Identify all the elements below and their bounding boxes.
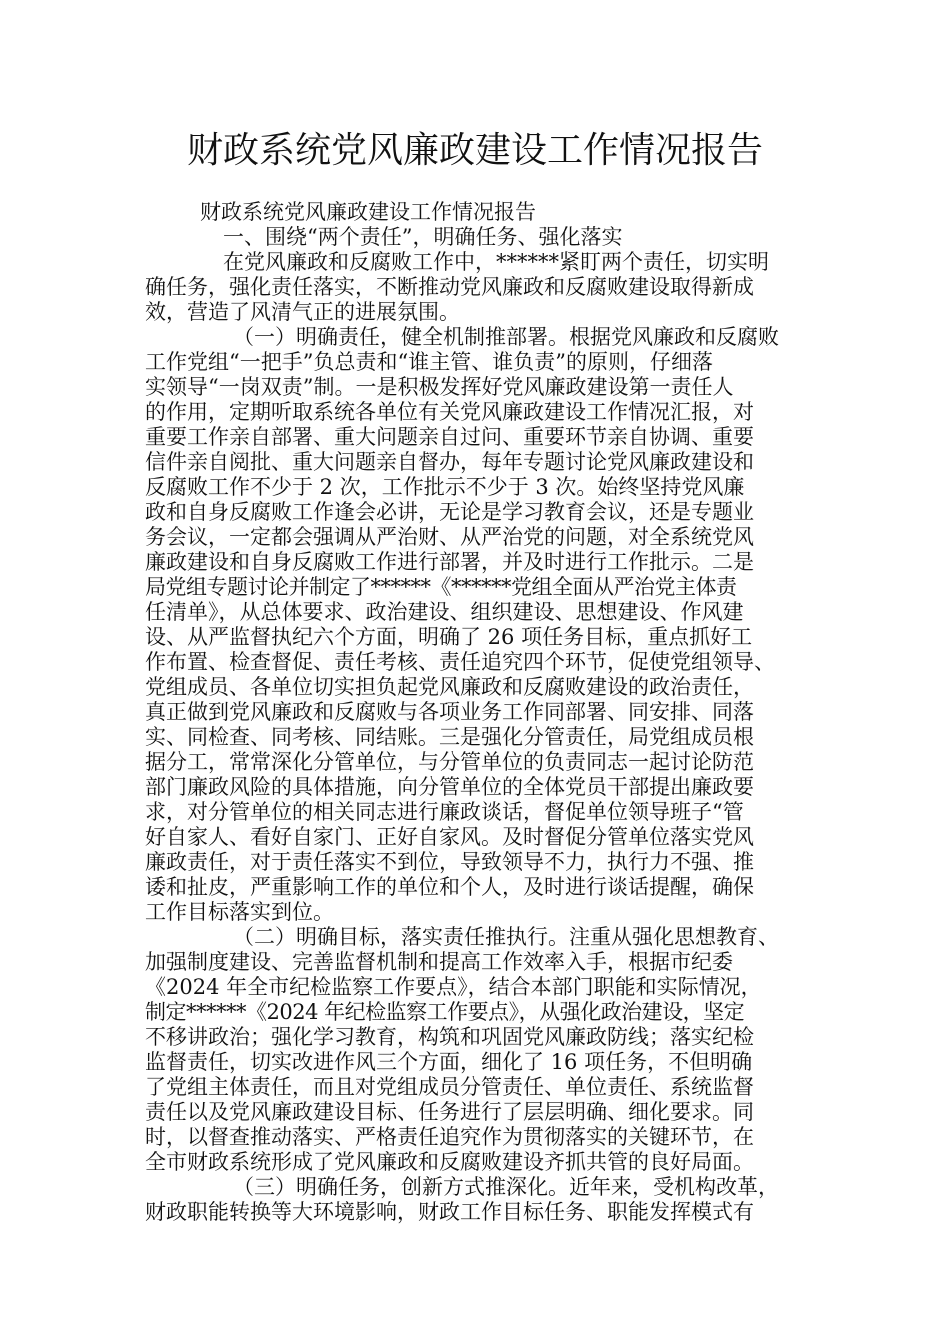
paragraph-line: 效，营造了风清气正的进展氛围。 <box>145 300 460 324</box>
paragraph-line: 廉政建设和自身反腐败工作进行部署，并及时进行工作批示。二是 <box>145 550 754 574</box>
paragraph-line: 诿和扯皮，严重影响工作的单位和个人，及时进行谈话提醒，确保 <box>145 875 754 899</box>
paragraph-line: 信件亲自阅批、重大问题亲自督办，每年专题讨论党风廉政建设和 <box>145 450 754 474</box>
paragraph-line: 廉政责任，对于责任落实不到位，导致领导不力，执行力不强、推 <box>145 850 754 874</box>
paragraph-line: 确任务，强化责任落实，不断推动党风廉政和反腐败建设取得新成 <box>145 275 754 299</box>
paragraph-line: 真正做到党风廉政和反腐败与各项业务工作同部署、同安排、同落 <box>145 700 754 724</box>
paragraph-line: 政和自身反腐败工作逢会必讲，无论是学习教育会议，还是专题业 <box>145 500 754 524</box>
paragraph-line: 不移讲政治；强化学习教育，构筑和巩固党风廉政防线；落实纪检 <box>145 1025 754 1049</box>
document-title: 财政系统党风廉政建设工作情况报告 <box>186 130 763 171</box>
paragraph-line: 了党组主体责任，而且对党组成员分管责任、单位责任、系统监督 <box>145 1075 754 1099</box>
paragraph-line: 制定******《2024 年纪检监察工作要点》，从强化政治建设，坚定 <box>145 1000 745 1024</box>
paragraph-line: 工作目标落实到位。 <box>145 900 334 924</box>
paragraph-line: 全市财政系统形成了党风廉政和反腐败建设齐抓共管的良好局面。 <box>145 1150 754 1174</box>
paragraph-line: 部门廉政风险的具体措施，向分管单位的全体党员干部提出廉政要 <box>145 775 754 799</box>
paragraph-line: 作布置、检查督促、责任考核、责任追究四个环节，促使党组领导、 <box>145 650 775 674</box>
paragraph-line: 任清单》，从总体要求、政治建设、组织建设、思想建设、作风建 <box>145 600 744 624</box>
document-body <box>145 200 825 1225</box>
paragraph-line: 局党组专题讨论并制定了******《******党组全面从严治党主体责 <box>145 575 737 599</box>
paragraph-line: 《2024 年全市纪检监察工作要点》，结合本部门职能和实际情况， <box>145 975 762 999</box>
paragraph-line: 责任以及党风廉政建设目标、任务进行了层层明确、细化要求。同 <box>145 1100 754 1124</box>
paragraph-line: 在党风廉政和反腐败工作中，******紧盯两个责任，切实明 <box>223 250 769 274</box>
paragraph-line: 财政职能转换等大环境影响，财政工作目标任务、职能发挥模式有 <box>145 1200 754 1224</box>
paragraph-line: 设、从严监督执纪六个方面，明确了 26 项任务目标，重点抓好工 <box>145 625 753 649</box>
paragraph-line: 工作党组“一把手”负总责和“谁主管、谁负责”的原则，仔细落 <box>145 350 713 374</box>
paragraph-line: 求，对分管单位的相关同志进行廉政谈话，督促单位领导班子“管 <box>145 800 744 824</box>
paragraph-line: 重要工作亲自部署、重大问题亲自过问、重要环节亲自协调、重要 <box>145 425 754 449</box>
paragraph-line: 好自家人、看好自家门、正好自家风。及时督促分管单位落实党风 <box>145 825 754 849</box>
subsection-heading-line: （三）明确任务，创新方式推深化。近年来，受机构改革， <box>233 1175 779 1199</box>
paragraph-line: 党组成员、各单位切实担负起党风廉政和反腐败建设的政治责任， <box>145 675 754 699</box>
subsection-heading-line: （二）明确目标，落实责任推执行。注重从强化思想教育、 <box>233 925 779 949</box>
section-heading: 一、围绕“两个责任”，明确任务、强化落实 <box>223 225 623 249</box>
paragraph-line: 的作用，定期听取系统各单位有关党风廉政建设工作情况汇报，对 <box>145 400 754 424</box>
paragraph-line: 监督责任，切实改进作风三个方面，细化了 16 项任务，不但明确 <box>145 1050 753 1074</box>
paragraph-line: 实、同检查、同考核、同结账。三是强化分管责任，局党组成员根 <box>145 725 754 749</box>
paragraph-line: 据分工，常常深化分管单位，与分管单位的负责同志一起讨论防范 <box>145 750 754 774</box>
paragraph-line: 务会议，一定都会强调从严治财、从严治党的问题，对全系统党风 <box>145 525 754 549</box>
paragraph-line: 加强制度建设、完善监督机制和提高工作效率入手，根据市纪委 <box>145 950 733 974</box>
subtitle-line: 财政系统党风廉政建设工作情况报告 <box>200 200 536 224</box>
paragraph-line: 反腐败工作不少于 2 次，工作批示不少于 3 次。始终坚持党风廉 <box>145 475 745 499</box>
paragraph-line: 时，以督查推动落实、严格责任追究作为贯彻落实的关键环节，在 <box>145 1125 754 1149</box>
paragraph-line: 实领导“一岗双责”制。一是积极发挥好党风廉政建设第一责任人 <box>145 375 734 399</box>
subsection-heading-line: （一）明确责任，健全机制推部署。根据党风廉政和反腐败 <box>233 325 779 349</box>
